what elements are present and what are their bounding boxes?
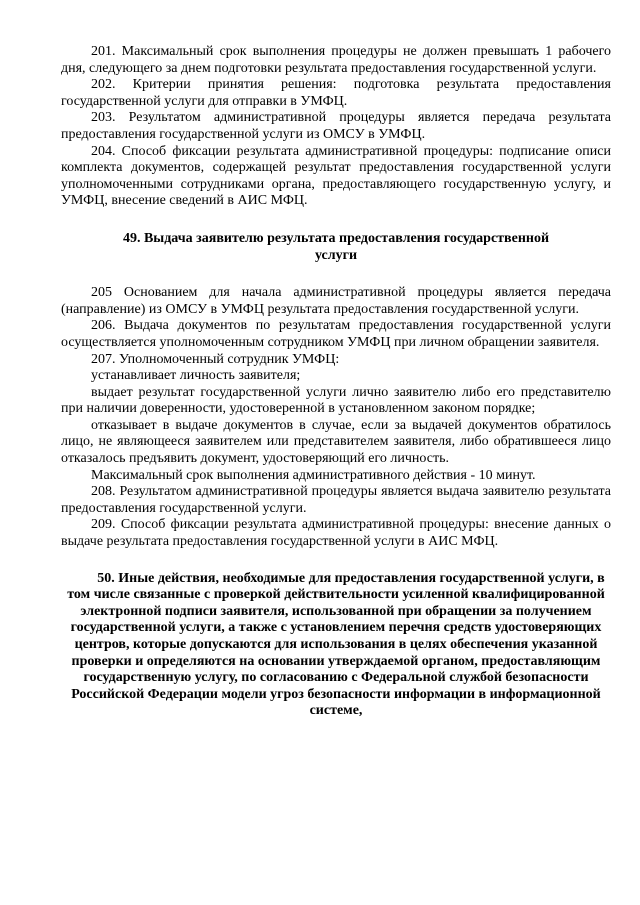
document-page [61,44,611,720]
section-49-heading: 49. Выдача заявителю результата предоставления государственной услуги [122,230,550,263]
paragraph-206: 206. Выдача документов по результатам предоставления государственной услуги осуществляется уполномоченным сотрудником УМФЦ при личном обращении заявителя. [61,318,611,350]
paragraph-203: 203. Результатом административной процедуры является передача результата предоставления государственной услуги из ОМСУ в УМФЦ. [61,110,611,142]
paragraph-204: 204. Способ фиксации результата административной процедуры: подписание описи комплекта документов, содержащей результат предоставления государственной услуги уполномоченными сотрудниками органа, предоставляющего государственную услугу, и УМФЦ, внесение сведений в АИС МФЦ. [61,143,611,209]
section-50-heading: 50. Иные действия, необходимые для предоставления государственной услуги, в том числе связанные с проверкой действительности усиленной квалифицированной электронной подписи заявителя, использованной при обращении за получением государственной услуги, а также с установлением перечня средств удостоверяющих центров, которые допускаются для использования в целях обеспечения указанной проверки и определяются на основании утверждаемой органом, предоставляющим государственную услугу, по согласованию с Федеральной службой безопасности Российской Федерации модели угроз безопасности информации в информационной системе, [67,570,605,719]
paragraph-202: 202. Критерии принятия решения: подготовка результата предоставления государственной услуги для отправки в УМФЦ. [61,77,611,109]
paragraph-207-item-issue: выдает результат государственной услуги лично заявителю либо его представителю при наличии доверенности, удостоверенной в установленном законом порядке; [61,384,611,417]
paragraph-201: 201. Максимальный срок выполнения процедуры не должен превышать 1 рабочего дня, следующего за днем подготовки результата предоставления государственной услуги. [61,44,611,76]
paragraph-208: 208. Результатом административной процедуры является выдача заявителю результата предоставления государственной услуги. [61,484,611,516]
paragraph-max-time: Максимальный срок выполнения административного действия - 10 минут. [91,467,536,483]
paragraph-207-item-refuse: отказывает в выдаче документов в случае, если за выдачей документов обратилось лицо, не являющееся заявителем или представителем заявителя, либо обратившееся лицо отказалось предъявить документ, удостоверяющий его личность. [61,417,611,467]
paragraph-207-item-identity: устанавливает личность заявителя; [91,368,301,384]
paragraph-205: 205 Основанием для начала административной процедуры является передача (направление) из ОМСУ в УМФЦ результата предоставления государственной услуги. [61,285,611,317]
paragraph-209: 209. Способ фиксации результата административной процедуры: внесение данных о выдаче результата предоставления государственной услуги в АИС МФЦ. [61,517,611,550]
paragraph-207: 207. Уполномоченный сотрудник УМФЦ: [91,351,340,367]
